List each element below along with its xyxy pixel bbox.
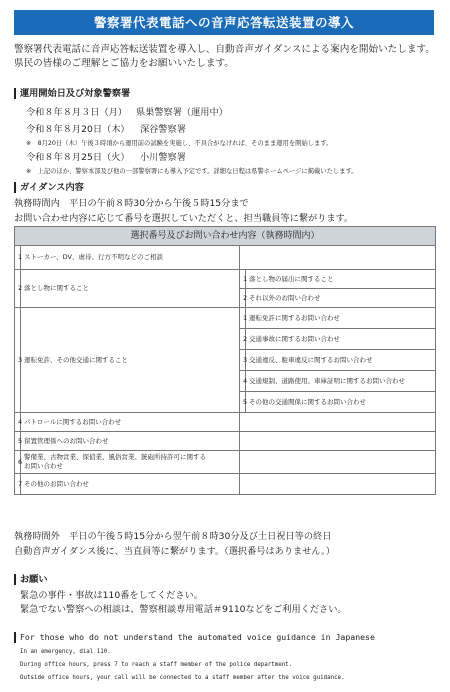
request-line-emergency: 緊急の事件・事故は110番をしてください。 (20, 590, 203, 601)
intro-text (14, 43, 435, 71)
after-hours-time: 執務時間外 平日の午後５時15分から翌午前８時30分及び土日祝日等の終日 (14, 531, 332, 542)
schedule-date-3: 令和８年８月25日（火） (26, 152, 130, 163)
guidance-description: お問い合わせ内容に応じて番号を選択していただくと、担当職員等に繋がります。 (14, 213, 354, 224)
schedule-heading: 運用開始日及び対象警察署 (14, 88, 130, 99)
schedule-date-2: 令和８年８月20日（木） (26, 124, 130, 135)
table-row: 2 落とし物に関すること 1 落とし物の届出に関すること (15, 270, 436, 289)
table-header: 選択番号及びお問い合わせ内容（執務時間内） (15, 227, 436, 246)
schedule-station-2: 深谷警察署 (140, 124, 186, 135)
table-row: 5 その他の交通関係に関するお問い合わせ (15, 392, 436, 413)
table-row: 2 交通事故に関するお問い合わせ (15, 329, 436, 350)
english-line-1: In an emergency, dial 110. (20, 649, 111, 655)
schedule-station-1: 県巣警察署（運用中） (136, 107, 228, 118)
table-row: 1 ストーカー、DV、虐待、行方不明などのご相談 (15, 246, 436, 270)
table-row: 4 パトロールに関するお問い合わせ (15, 413, 436, 432)
table-row: 6 警備業、古物営業、探偵業、風俗営業、銃砲所持許可に関する お問い合わせ (15, 451, 436, 474)
page-title: 警察署代表電話への音声応答転送装置の導入 (14, 10, 434, 35)
english-line-2: During office hours, press 7 to reach a staff member of the police department. (20, 662, 293, 668)
table-row: 3 運転免許、その他交通に関すること 1 運転免許に関するお問い合わせ (15, 308, 436, 329)
schedule-note-2: ※ 上記のほか、警察本部及び他の一部警察署にも導入予定です。詳細な日程は県警ホームページに掲載いたします。 (26, 168, 358, 175)
english-heading: For those who do not understand the automated voice guidance in Japanese (14, 632, 375, 643)
guidance-hours: 執務時間内 平日の午前８時30分から午後５時15分まで (14, 198, 249, 209)
guidance-heading: ガイダンス内容 (14, 182, 84, 193)
after-hours-description: 自動音声ガイダンス後に、当直員等に繋がります。（選択番号はありません。） (14, 546, 335, 557)
schedule-note-1: ※ 8月20日（木）午後３時頃から運用前の試験を実施し、不具合がなければ、そのまま運用を開始します。 (26, 140, 333, 147)
request-line-consultation: 緊急でない警察への相談は、警察相談専用電話＃9110などをご利用ください。 (20, 604, 347, 615)
table-row: 7 その他のお問い合わせ (15, 474, 436, 495)
request-heading: お願い (14, 574, 48, 585)
table-row: 5 留置管理係へのお問い合わせ (15, 432, 436, 451)
table-row: 3 交通違反、駐車違反に関するお問い合わせ (15, 350, 436, 371)
schedule-station-3: 小川警察署 (140, 152, 186, 163)
schedule-date-1: 令和８年８月３日（月） (26, 107, 128, 118)
table-row: 2 それ以外のお問い合わせ (15, 289, 436, 308)
intro-line-2: 県民の皆様のご理解とご協力をお願いいたします。 (14, 58, 234, 69)
english-line-3: Outside office hours, your call will be connected to a staff member after the voice guidance. (20, 675, 345, 681)
selection-table (14, 226, 436, 495)
table-row: 4 交通規制、道路使用、車庫証明に関するお問い合わせ (15, 371, 436, 392)
intro-line-1: 警察署代表電話に音声応答転送装置を導入し、自動音声ガイダンスによる案内を開始いたします。 (14, 44, 435, 55)
